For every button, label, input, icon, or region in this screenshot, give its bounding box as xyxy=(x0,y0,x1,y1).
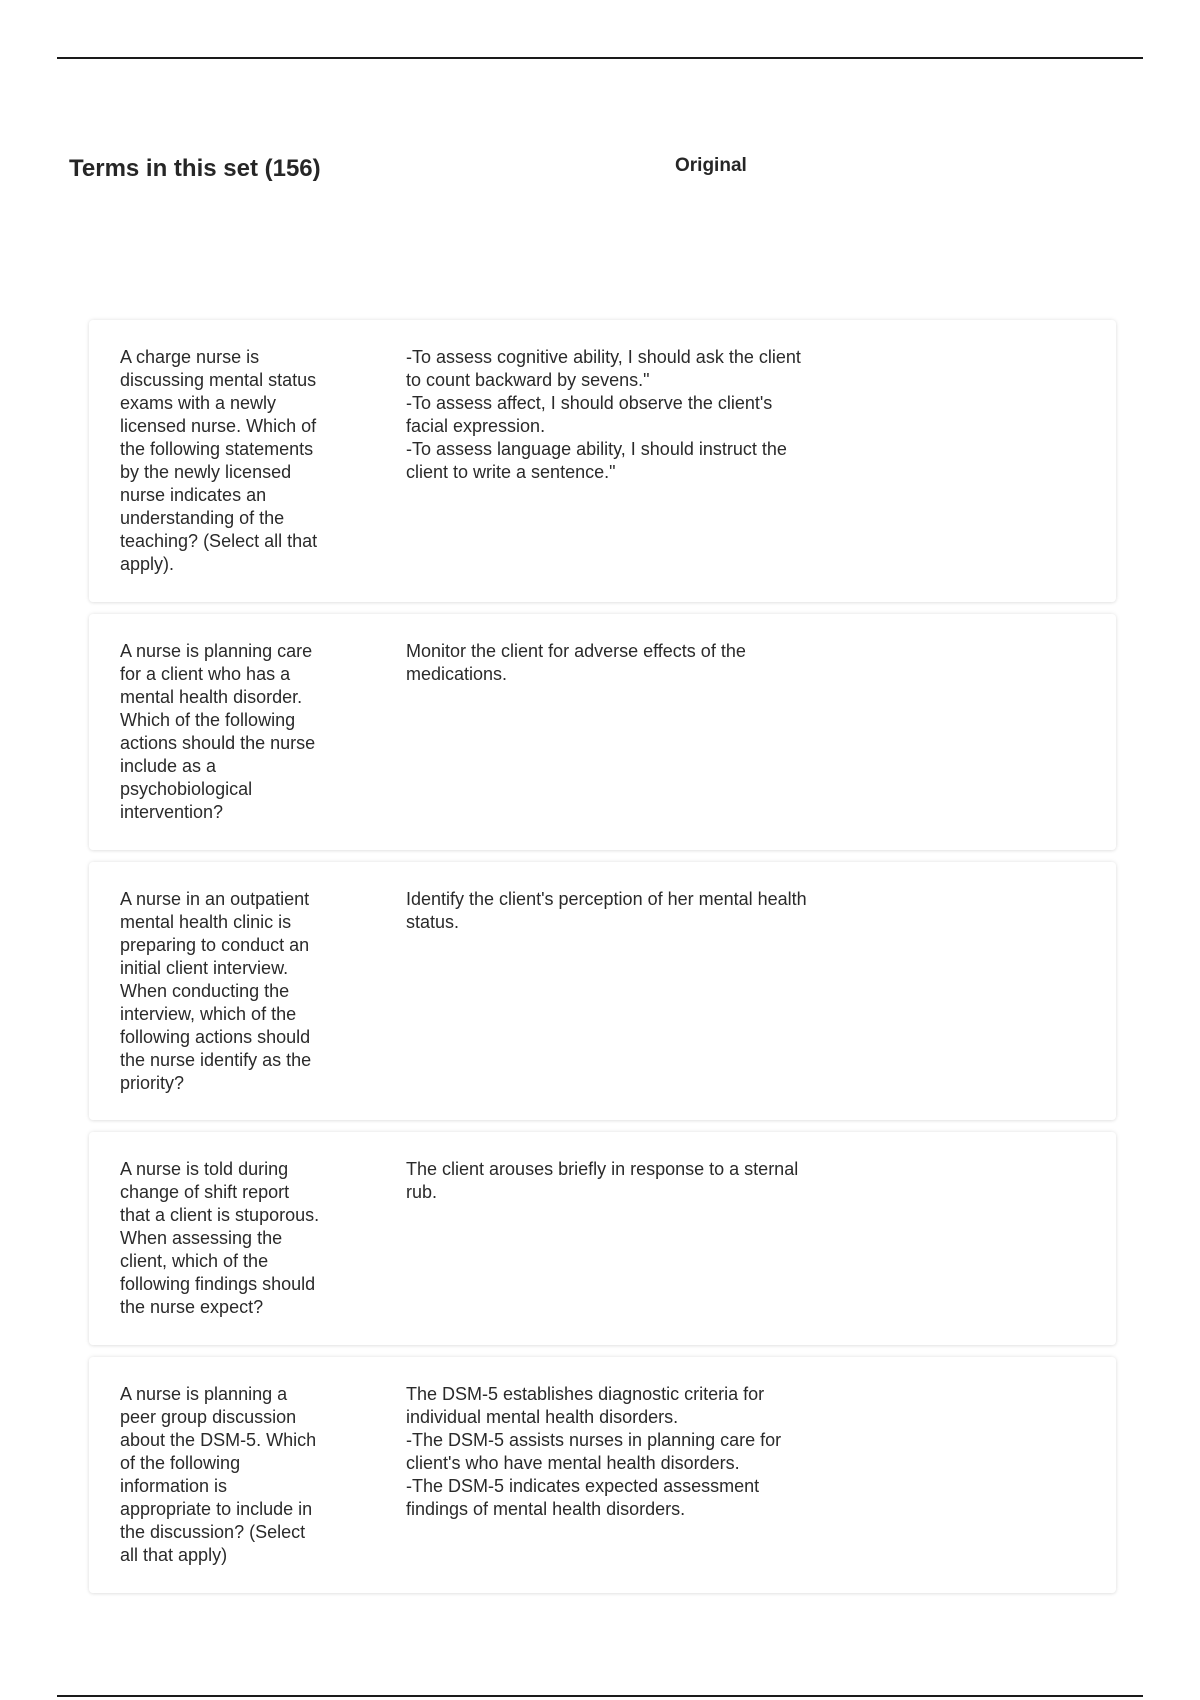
sort-label[interactable]: Original xyxy=(675,155,747,176)
term-card xyxy=(89,1132,1116,1345)
bottom-divider xyxy=(57,1695,1143,1697)
term-text: A nurse is planning care for a client who has a mental health disorder. Which of the following actions should the nurse include as a psychobiological intervention? xyxy=(120,641,316,822)
term-text: A charge nurse is discussing mental status exams with a newly licensed nurse. Which of the following statements by the newly licensed nurse indicates an understanding of the teaching? (Select all that apply). xyxy=(120,347,318,574)
term-text: A nurse in an outpatient mental health clinic is preparing to conduct an initial client interview. When conducting the interview, which of the following actions should the nurse identify as the priority? xyxy=(120,889,312,1093)
term-text: A nurse is planning a peer group discussion about the DSM-5. Which of the following information is appropriate to include in the discussion? (Select all that apply) xyxy=(120,1384,317,1565)
top-divider xyxy=(57,57,1143,59)
term-card xyxy=(89,1357,1116,1593)
definition-text: The DSM-5 establishes diagnostic criteria for individual mental health disorders. -The DSM-5 assists nurses in planning care for client's who have mental health disorders. -The DSM-5 indicates expected assessment findings of mental health disorders. xyxy=(406,1384,782,1519)
definition-text: Monitor the client for adverse effects of the medications. xyxy=(406,641,746,684)
definition-text: Identify the client's perception of her mental health status. xyxy=(406,889,807,932)
term-card xyxy=(89,862,1116,1120)
term-card xyxy=(89,614,1116,850)
set-title: Terms in this set (156) xyxy=(69,155,321,182)
term-text: A nurse is told during change of shift report that a client is stuporous. When assessing the client, which of the following findings should the nurse expect? xyxy=(120,1159,320,1317)
term-card xyxy=(89,320,1116,602)
definition-text: The client arouses briefly in response to a sternal rub. xyxy=(406,1159,799,1202)
set-header xyxy=(69,150,1131,190)
definition-text: -To assess cognitive ability, I should ask the client to count backward by sevens." -To assess affect, I should observe the client's facial expression. -To assess language ability, I should instruct the client to write a sentence." xyxy=(406,347,801,482)
